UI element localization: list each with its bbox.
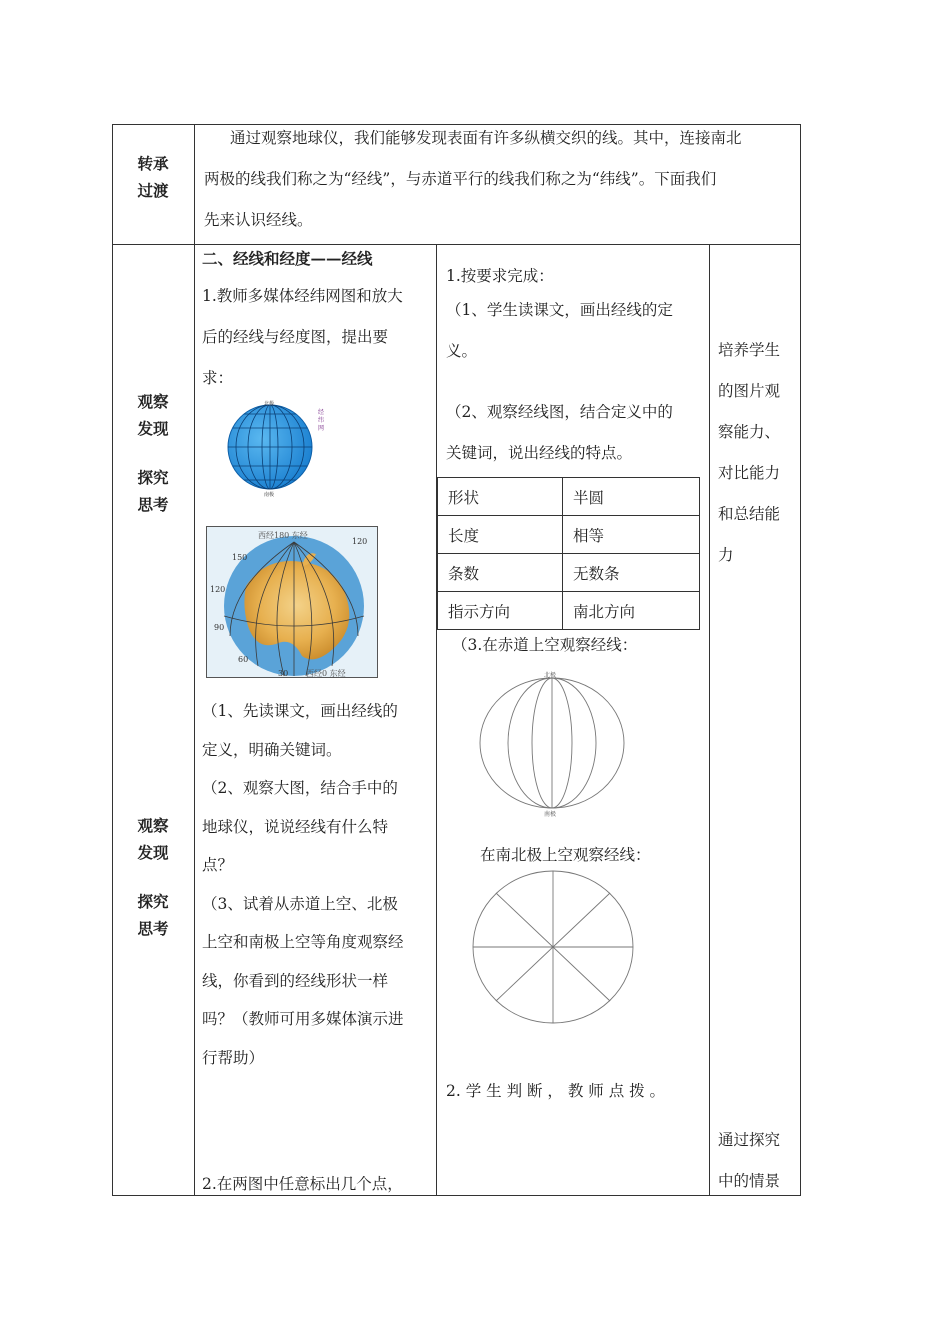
table-border-right — [800, 124, 801, 1196]
table-row-divider — [112, 244, 801, 245]
globe-left-tick: 30 — [278, 669, 289, 678]
table-border-bottom — [112, 1195, 801, 1196]
globe-south-label: 南极 — [264, 492, 275, 498]
teacher-intro: 1.教师多媒体经纬网图和放大 后的经线与经度图，提出要 求： — [202, 287, 403, 387]
table-row: 条数 无数条 — [438, 554, 700, 592]
student-step3: （3.在赤道上空观察经线： — [452, 636, 638, 654]
col-divider-student — [709, 244, 710, 1196]
equator-north-label: 北极 — [544, 672, 557, 679]
student-heading: 1.按要求完成： — [446, 267, 554, 285]
teacher-heading: 二、经线和经度——经线 — [202, 249, 373, 268]
table-border-left — [112, 124, 113, 1196]
globe-left-tick: 120 — [210, 585, 226, 594]
table-row: 长度 相等 — [438, 516, 700, 554]
meridian-features-table — [437, 477, 700, 630]
globe-left-tick: 150 — [232, 553, 248, 562]
transition-line: 两极的线我们称之为“经线”，与赤道平行的线我们称之为“纬线”。下面我们 — [204, 170, 717, 188]
col-divider-teacher — [436, 244, 437, 1196]
table-row: 形状 半圆 — [438, 478, 700, 516]
purpose-bottom: 通过探究 中的情景 — [718, 1131, 781, 1190]
equator-south-label: 南极 — [544, 811, 557, 818]
meridian-longitude-globe-image — [206, 526, 378, 678]
globe-side-label: 经 — [318, 409, 325, 416]
globe-left-tick: 90 — [214, 623, 225, 632]
section-label-top: 观察 发现 探究 思考 — [137, 392, 169, 514]
globe-left-tick: 60 — [238, 655, 249, 664]
globe-north-label: 北极 — [264, 401, 275, 407]
student-step1: （1、学生读课文，画出经线的定 义。 — [446, 301, 673, 360]
section-label-bottom: 观察 发现 探究 思考 — [137, 816, 169, 938]
transition-line: 通过观察地球仪，我们能够发现表面有许多纵横交织的线。其中，连接南北 — [230, 129, 742, 147]
transition-label: 转承 过渡 — [137, 154, 169, 200]
student-step2: （2、观察经线图，结合定义中的 关键词，说出经线的特点。 — [446, 403, 673, 462]
globe-top-label: 西经180 东经 — [258, 531, 308, 540]
teacher-task2: 2.在两图中任意标出几个点， — [202, 1175, 403, 1193]
table-row: 指示方向 南北方向 — [438, 592, 700, 630]
globe-bottom-label: 西经0 东经 — [306, 669, 346, 678]
polar-caption: 在南北极上空观察经线： — [480, 846, 651, 864]
graticule-globe-image — [222, 398, 332, 498]
purpose-top: 培养学生 的图片观 察能力、 对比能力 和总结能 力 — [718, 341, 781, 564]
teacher-tasks: （1、先读课文，画出经线的 定义，明确关键词。 （2、观察大图，结合手中的 地球仪，说说经线有什么特 点？ （3、试着从赤道上空、北极 上空和南极上空等角度观察经 线，你看到的经线形状一样 吗？（教师可用多媒体演示进 行帮助） — [202, 702, 404, 1067]
globe-right-tick: 120 — [352, 537, 368, 546]
transition-line: 先来认识经线。 — [204, 211, 313, 229]
col-divider-label — [194, 124, 195, 1196]
transition-text — [204, 118, 794, 241]
globe-side-label: 网 — [318, 425, 325, 432]
globe-side-label: 纬 — [318, 417, 325, 424]
student-judge: 2. 学 生 判 断 ， 教 师 点 拨 。 — [446, 1082, 666, 1100]
equator-view-diagram — [474, 670, 634, 818]
polar-view-diagram — [470, 868, 636, 1028]
